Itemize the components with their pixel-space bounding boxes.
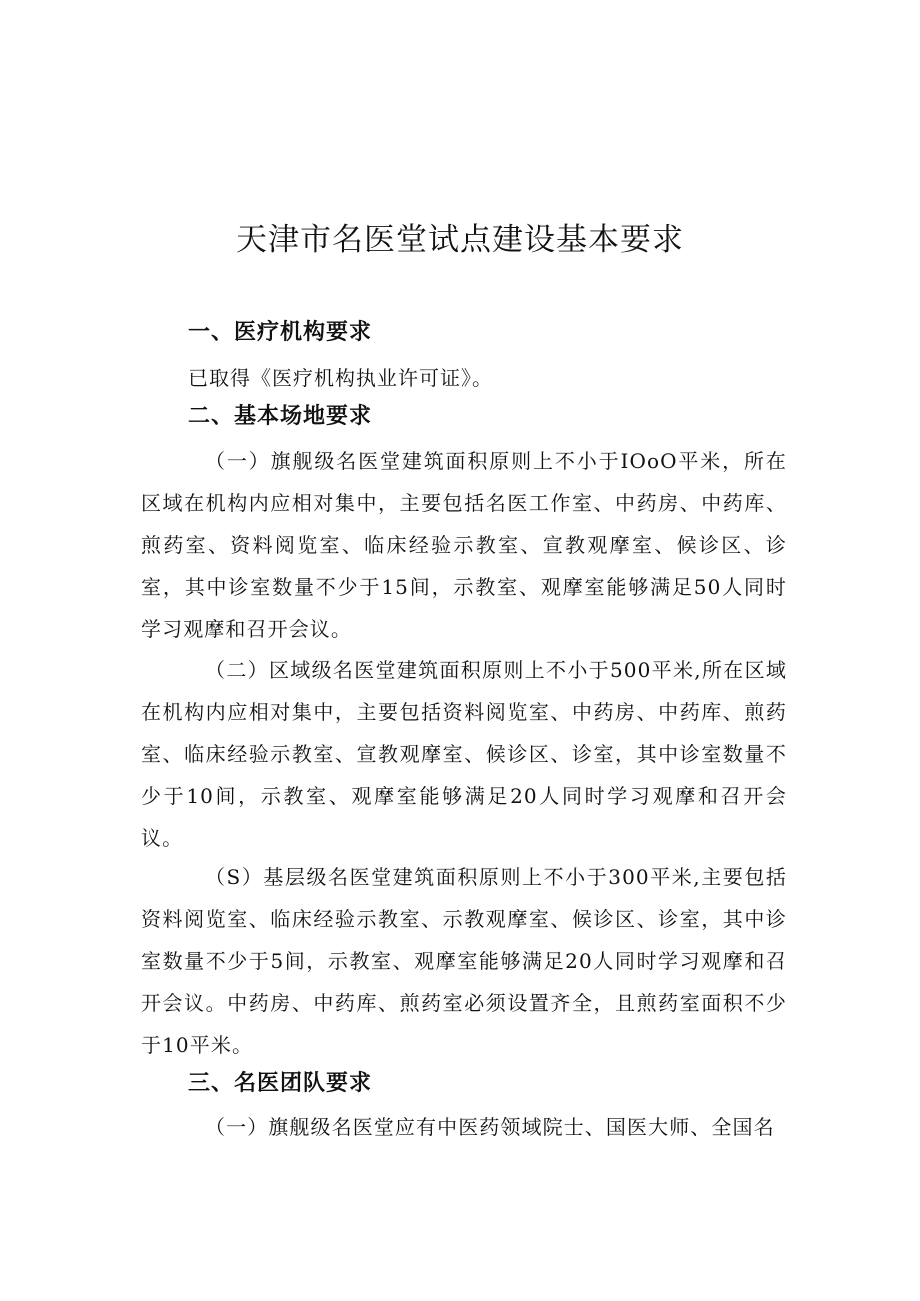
paragraph-grassroots-site: （S）基层级名医堂建筑面积原则上不小于300平米,主要包括资料阅览室、临床经验示教室、示教观摩室、候诊区、诊室，其中诊室数量不少于5间，示教室、观摩室能够满足20人同时学习观摩和召开会议。中药房、中药库、煎药室必须设置齐全，且煎药室面积不少于10平米。: [141, 865, 787, 1057]
section-heading-medical-institution: 一、医疗机构要求: [188, 320, 373, 345]
section-text-license: 已取得《医疗机构执业许可证》。: [188, 366, 493, 390]
paragraph-flagship-team: （一）旗舰级名医堂应有中医药领域院士、国医大师、全国名: [205, 1115, 775, 1139]
section-heading-team-requirements: 三、名医团队要求: [188, 1071, 373, 1096]
document-title: 天津市名医堂试点建设基本要求: [236, 222, 684, 258]
paragraph-flagship-site: （一）旗舰级名医堂建筑面积原则上不小于IOoO平米，所在区域在机构内应相对集中，主要包括名医工作室、中药房、中药库、煎药室、资料阅览室、临床经验示教室、宣教观摩室、候诊区、诊室，其中诊室数量不少于15间，示教室、观摩室能够满足50人同时学习观摩和召开会议。: [141, 449, 787, 641]
paragraph-regional-site: （二）区域级名医堂建筑面积原则上不小于500平米,所在区域在机构内应相对集中，主要包括资料阅览室、中药房、中药库、煎药室、临床经验示教室、宣教观摩室、候诊区、诊室，其中诊室数量不少于10间，示教室、观摩室能够满足20人同时学习观摩和召开会议。: [141, 658, 787, 850]
section-heading-site-requirements: 二、基本场地要求: [188, 404, 373, 429]
